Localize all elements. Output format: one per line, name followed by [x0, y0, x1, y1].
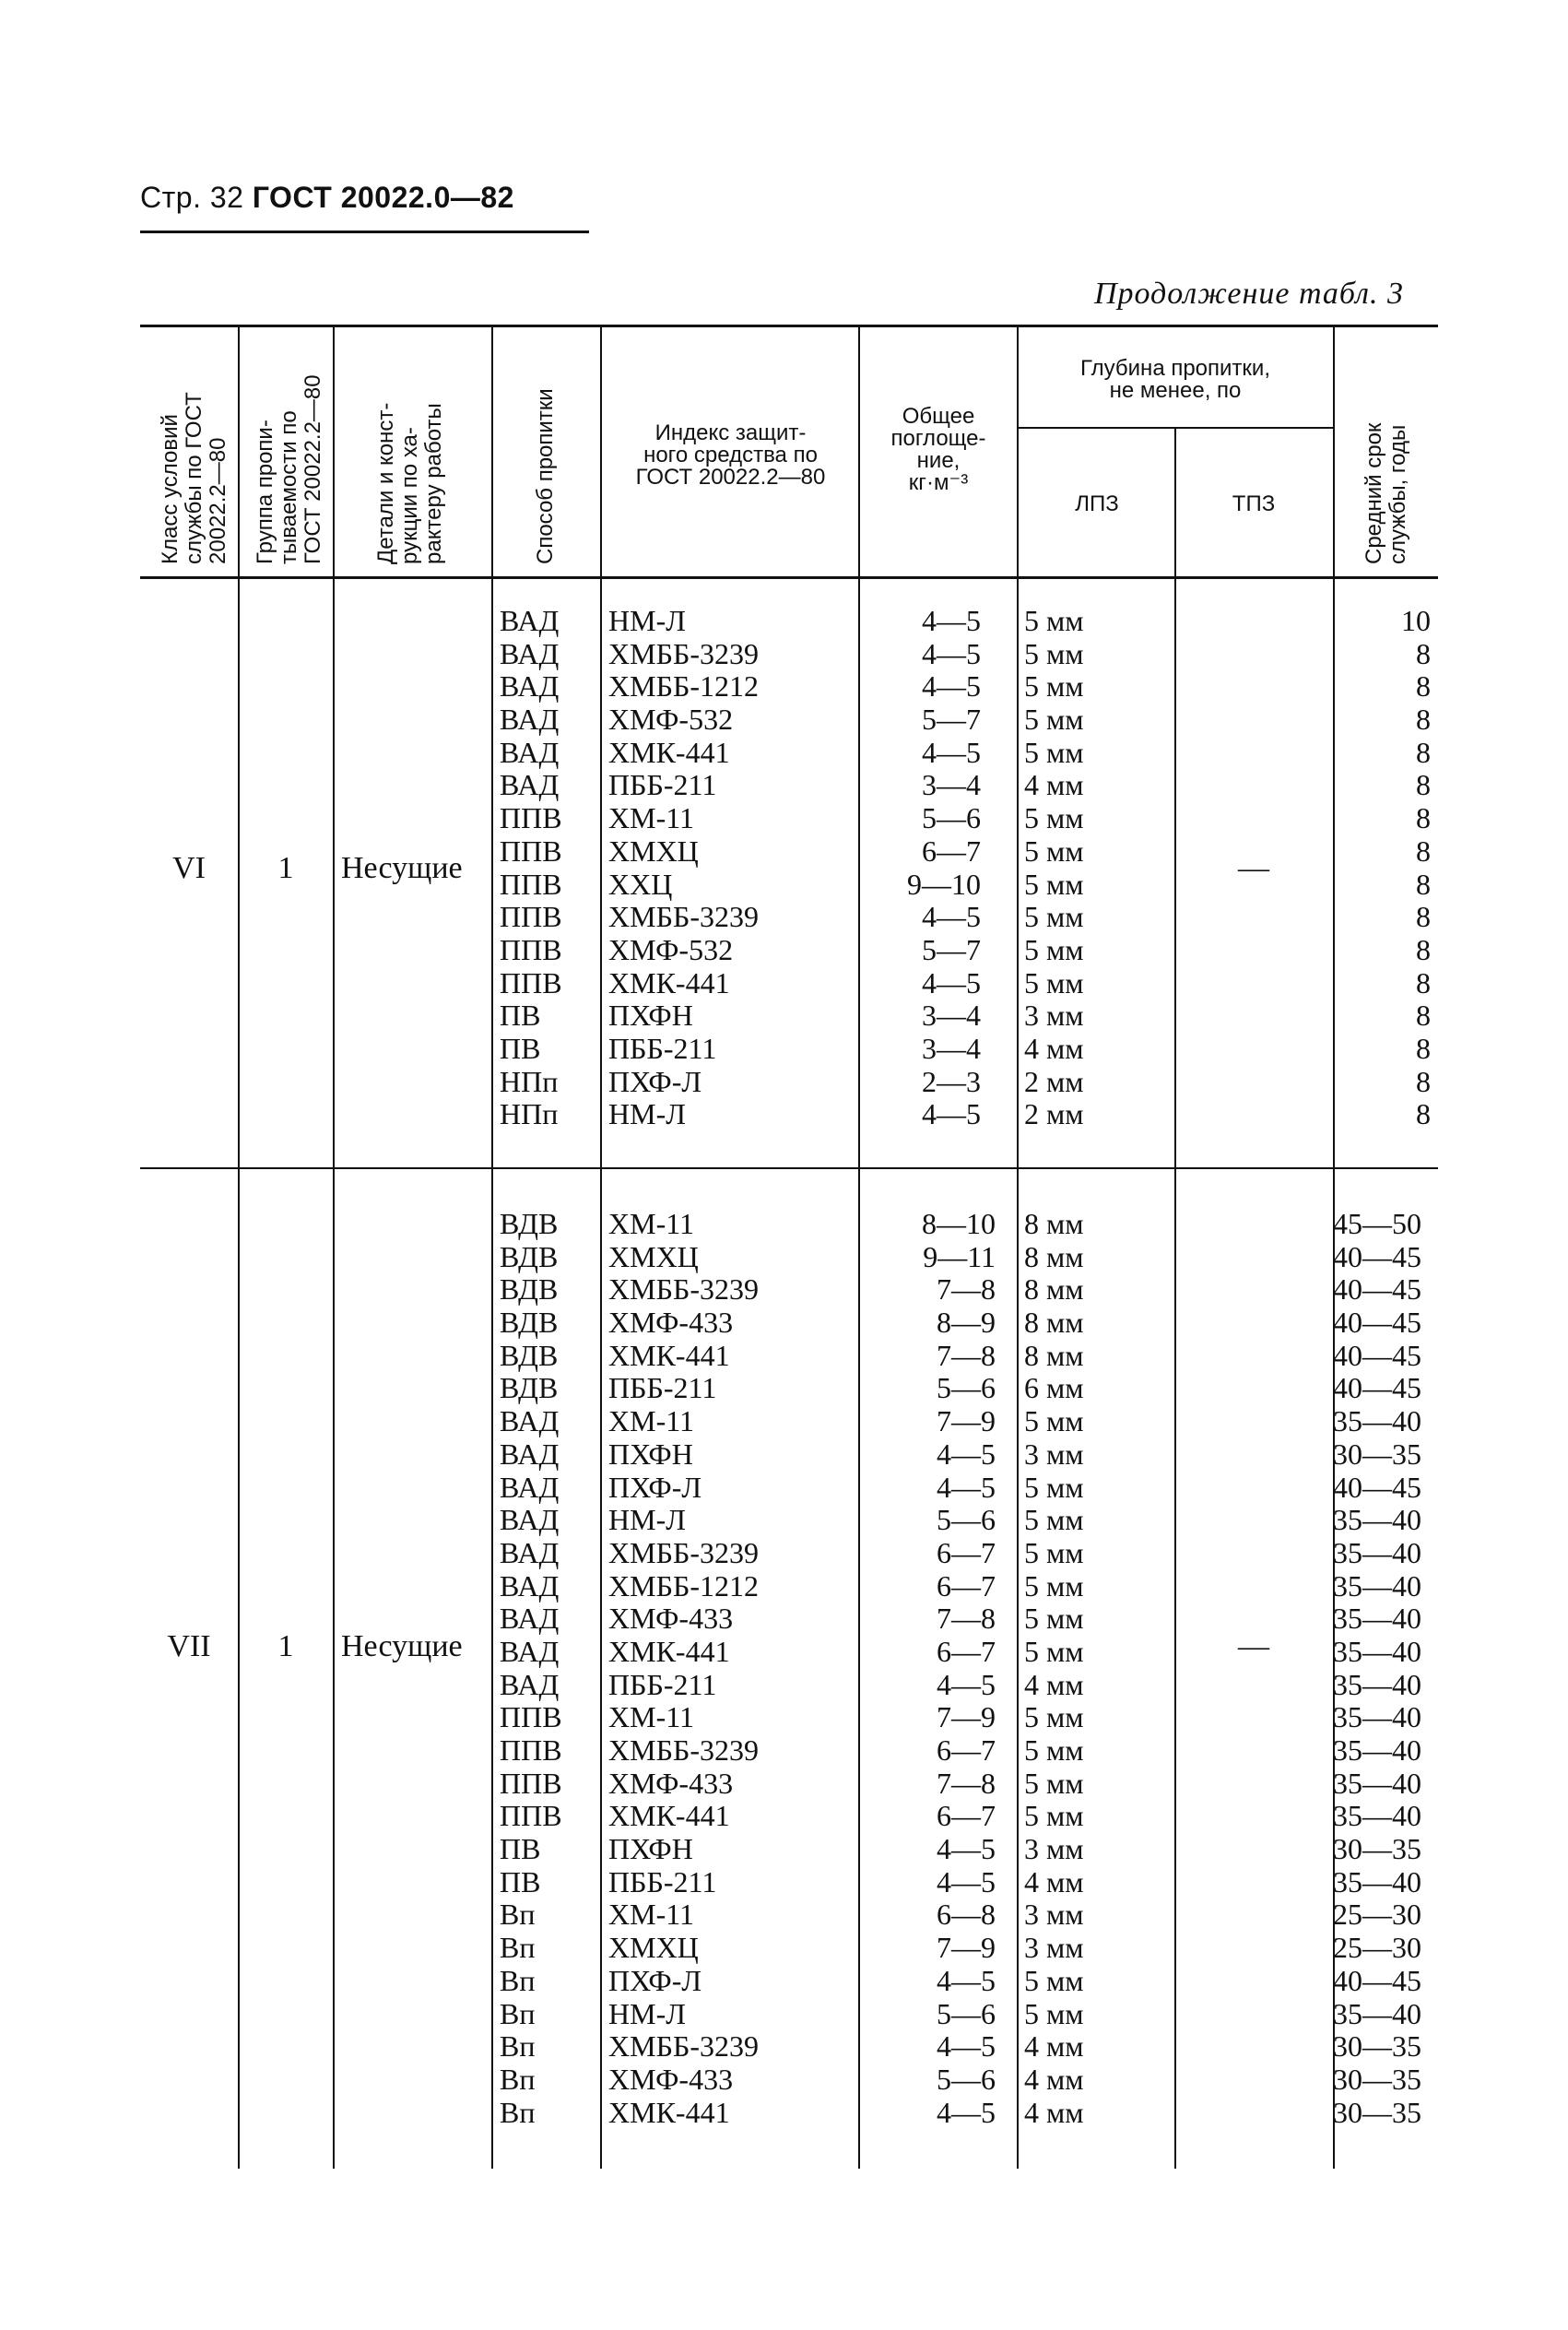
agent-cell: НМ-Л	[608, 1503, 686, 1537]
column-divider	[238, 325, 240, 2169]
method-cell: ВАД	[500, 636, 560, 670]
group-vi-lpz	[1024, 605, 1084, 1131]
agent-cell: ПББ-211	[608, 1031, 717, 1065]
absorption-cell: 4—5	[937, 1832, 996, 1866]
lpz-cell: 8 мм	[1024, 1207, 1084, 1240]
group-vi-group: 1	[277, 851, 294, 885]
method-cell: ПВ	[500, 999, 541, 1033]
life-cell: 8	[1416, 636, 1431, 670]
method-cell: ВАД	[500, 735, 560, 769]
lpz-cell: 5 мм	[1024, 900, 1084, 934]
life-cell: 30—35	[1333, 2029, 1421, 2064]
group-vi-service-life	[1338, 605, 1431, 1131]
agent-cell: ПХФ-Л	[608, 1064, 702, 1098]
agent-cell: ХМК-441	[608, 965, 730, 999]
lpz-cell: 8 мм	[1024, 1306, 1084, 1340]
absorption-cell: 7—9	[937, 1404, 996, 1438]
lpz-cell: 5 мм	[1024, 1766, 1084, 1800]
column-divider	[1174, 427, 1176, 2169]
method-cell: ВАД	[500, 669, 560, 704]
lpz-cell: 2 мм	[1024, 1097, 1084, 1131]
absorption-cell: 3—4	[922, 999, 981, 1033]
life-cell: 8	[1416, 1097, 1431, 1131]
lpz-cell: 4 мм	[1024, 2095, 1084, 2129]
life-cell: 8	[1416, 735, 1431, 769]
absorption-cell: 4—5	[937, 1437, 996, 1471]
agent-cell: ХМК-441	[608, 1338, 730, 1372]
method-cell: ВАД	[500, 1568, 560, 1603]
absorption-cell: 4—5	[937, 1963, 996, 1997]
method-cell: Вп	[500, 1931, 536, 1965]
method-cell: ВАД	[500, 1602, 560, 1636]
lpz-cell: 5 мм	[1024, 1470, 1084, 1504]
life-cell: 8	[1416, 965, 1431, 999]
life-cell: 35—40	[1333, 1404, 1421, 1438]
group-vi-class: VI	[172, 851, 206, 885]
column-divider	[858, 325, 860, 2169]
lpz-cell: 4 мм	[1024, 1031, 1084, 1065]
life-cell: 40—45	[1333, 1371, 1421, 1405]
group-vi-tpz: —	[1238, 851, 1269, 885]
group-vi-agents	[608, 605, 759, 1131]
method-cell: Вп	[500, 2062, 536, 2096]
lpz-cell: 3 мм	[1024, 1437, 1084, 1471]
absorption-cell: 7—9	[937, 1931, 996, 1965]
agent-cell: ПХФ-Л	[608, 1963, 702, 1997]
agent-cell: ХМХЦ	[608, 1239, 699, 1273]
method-cell: ПВ	[500, 1031, 541, 1065]
life-cell: 8	[1416, 867, 1431, 901]
agent-cell: ПХФ-Л	[608, 1470, 702, 1504]
absorption-cell: 6—7	[937, 1733, 996, 1767]
group-vii-service-life	[1333, 1208, 1421, 2129]
absorption-cell: 7—8	[937, 1338, 996, 1372]
method-cell: ВДВ	[500, 1306, 559, 1340]
group-vi-methods	[500, 605, 562, 1131]
absorption-cell: 4—5	[922, 604, 981, 637]
lpz-cell: 3 мм	[1024, 1898, 1084, 1932]
standard-code: ГОСТ 20022.0—82	[252, 181, 514, 214]
agent-cell: ХМХЦ	[608, 1931, 699, 1965]
method-cell: ВАД	[500, 768, 560, 802]
method-cell: ППВ	[500, 1799, 562, 1833]
lpz-cell: 5 мм	[1024, 1602, 1084, 1636]
header-impregnation-depth: Глубина пропитки, не менее, по	[1079, 356, 1270, 403]
life-cell: 35—40	[1333, 1602, 1421, 1636]
life-cell: 30—35	[1333, 1832, 1421, 1866]
method-cell: ВАД	[500, 1535, 560, 1569]
method-cell: НПп	[500, 1064, 559, 1098]
method-cell: ППВ	[500, 801, 562, 835]
agent-cell: ХМФ-433	[608, 1306, 734, 1340]
method-cell: НПп	[500, 1097, 559, 1131]
lpz-cell: 8 мм	[1024, 1239, 1084, 1273]
lpz-cell: 5 мм	[1024, 867, 1084, 901]
absorption-cell: 6—7	[937, 1799, 996, 1833]
group-vii-parts: Несущие	[341, 1629, 463, 1663]
lpz-cell: 5 мм	[1024, 1700, 1084, 1734]
absorption-cell: 6—7	[937, 1634, 996, 1668]
lpz-cell: 5 мм	[1024, 1503, 1084, 1537]
lpz-cell: 6 мм	[1024, 1371, 1084, 1405]
absorption-cell: 5—6	[937, 2062, 996, 2096]
lpz-cell: 3 мм	[1024, 1832, 1084, 1866]
absorption-cell: 9—10	[907, 867, 981, 901]
life-cell: 40—45	[1333, 1963, 1421, 1997]
life-cell: 45—50	[1333, 1207, 1421, 1240]
life-cell: 35—40	[1333, 1733, 1421, 1767]
method-cell: ППВ	[500, 1766, 562, 1800]
agent-cell: ХМББ-3239	[608, 900, 759, 934]
lpz-cell: 5 мм	[1024, 703, 1084, 737]
agent-cell: ПББ-211	[608, 1864, 717, 1898]
column-divider	[600, 325, 602, 2169]
absorption-cell: 4—5	[922, 669, 981, 704]
header-parts-structures: Детали и конст- рукции по ха- рактеру работы	[373, 402, 446, 564]
life-cell: 40—45	[1333, 1470, 1421, 1504]
life-cell: 30—35	[1333, 1437, 1421, 1471]
absorption-cell: 4—5	[937, 1470, 996, 1504]
life-cell: 35—40	[1333, 1996, 1421, 2030]
header-service-life: Средний срок службы, годы	[1362, 422, 1410, 564]
method-cell: Вп	[500, 2095, 536, 2129]
agent-cell: НМ-Л	[608, 1996, 686, 2030]
method-cell: ВАД	[500, 1437, 560, 1471]
life-cell: 8	[1416, 1064, 1431, 1098]
agent-cell: ХМ-11	[608, 1700, 695, 1734]
method-cell: ВАД	[500, 604, 560, 637]
lpz-cell: 5 мм	[1024, 604, 1084, 637]
header-bottom-rule	[140, 576, 1438, 579]
life-cell: 35—40	[1333, 1503, 1421, 1537]
lpz-cell: 5 мм	[1024, 1535, 1084, 1569]
lpz-cell: 4 мм	[1024, 1667, 1084, 1701]
header-service-class: Класс условий службы по ГОСТ 20022.2—80	[158, 392, 230, 564]
absorption-cell: 7—8	[937, 1272, 996, 1307]
lpz-cell: 8 мм	[1024, 1338, 1084, 1372]
column-divider	[1017, 325, 1019, 2169]
group-vi-absorption	[867, 605, 981, 1131]
absorption-cell: 7—8	[937, 1766, 996, 1800]
life-cell: 40—45	[1333, 1338, 1421, 1372]
table-top-rule	[140, 325, 1438, 327]
agent-cell: НМ-Л	[608, 1097, 686, 1131]
page-header	[140, 181, 514, 215]
absorption-cell: 4—5	[922, 735, 981, 769]
header-impregnability-group: Группа пропи- тываемости по ГОСТ 20022.2—80	[253, 374, 325, 564]
lpz-cell: 4 мм	[1024, 2029, 1084, 2064]
agent-cell: ХМФ-532	[608, 932, 734, 966]
absorption-cell: 9—11	[923, 1239, 996, 1273]
lpz-cell: 4 мм	[1024, 768, 1084, 802]
agent-cell: ХМК-441	[608, 1634, 730, 1668]
absorption-cell: 4—5	[937, 2029, 996, 2064]
method-cell: Вп	[500, 2029, 536, 2064]
method-cell: ППВ	[500, 1700, 562, 1734]
lpz-cell: 5 мм	[1024, 1996, 1084, 2030]
agent-cell: ПББ-211	[608, 1371, 717, 1405]
header-lpz: ЛПЗ	[1075, 491, 1119, 516]
life-cell: 35—40	[1333, 1766, 1421, 1800]
life-cell: 8	[1416, 834, 1431, 868]
method-cell: ППВ	[500, 1733, 562, 1767]
agent-cell: ПХФН	[608, 1437, 693, 1471]
group-vii-agents	[608, 1208, 759, 2129]
life-cell: 25—30	[1333, 1898, 1421, 1932]
method-cell: Вп	[500, 1898, 536, 1932]
header-total-absorption: Общее поглоще- ние, кг·м⁻³	[890, 404, 986, 495]
column-divider	[333, 325, 335, 2169]
header-agent-index: Индекс защит- ного средства по ГОСТ 20022.2—80	[635, 420, 826, 490]
absorption-cell: 4—5	[937, 1667, 996, 1701]
life-cell: 40—45	[1333, 1239, 1421, 1273]
group-separator-rule	[140, 1167, 1438, 1169]
life-cell: 35—40	[1333, 1700, 1421, 1734]
absorption-cell: 4—5	[937, 1864, 996, 1898]
lpz-cell: 4 мм	[1024, 1864, 1084, 1898]
absorption-cell: 8—10	[922, 1207, 996, 1240]
lpz-cell: 3 мм	[1024, 1931, 1084, 1965]
lpz-cell: 5 мм	[1024, 1963, 1084, 1997]
lpz-cell: 5 мм	[1024, 669, 1084, 704]
life-cell: 8	[1416, 801, 1431, 835]
life-cell: 35—40	[1333, 1864, 1421, 1898]
life-cell: 8	[1416, 703, 1431, 737]
absorption-cell: 6—7	[937, 1568, 996, 1603]
absorption-cell: 4—5	[922, 900, 981, 934]
absorption-cell: 6—7	[922, 834, 981, 868]
method-cell: ВАД	[500, 1667, 560, 1701]
life-cell: 30—35	[1333, 2095, 1421, 2129]
agent-cell: ХМББ-3239	[608, 1535, 759, 1569]
life-cell: 35—40	[1333, 1568, 1421, 1603]
agent-cell: ХМББ-3239	[608, 1733, 759, 1767]
lpz-cell: 5 мм	[1024, 1404, 1084, 1438]
method-cell: ВДВ	[500, 1239, 559, 1273]
agent-cell: ХМ-11	[608, 1404, 695, 1438]
life-cell: 10	[1401, 604, 1431, 637]
method-cell: ВАД	[500, 1470, 560, 1504]
method-cell: ВАД	[500, 1404, 560, 1438]
method-cell: ППВ	[500, 900, 562, 934]
life-cell: 35—40	[1333, 1634, 1421, 1668]
lpz-cell: 8 мм	[1024, 1272, 1084, 1307]
lpz-cell: 5 мм	[1024, 1799, 1084, 1833]
absorption-cell: 3—4	[922, 1031, 981, 1065]
group-vii-group: 1	[277, 1629, 294, 1663]
life-cell: 8	[1416, 768, 1431, 802]
life-cell: 40—45	[1333, 1306, 1421, 1340]
agent-cell: ХМХЦ	[608, 834, 699, 868]
method-cell: Вп	[500, 1996, 536, 2030]
agent-cell: ХМББ-3239	[608, 1272, 759, 1307]
life-cell: 35—40	[1333, 1535, 1421, 1569]
group-vii-tpz: —	[1238, 1629, 1269, 1663]
life-cell: 25—30	[1333, 1931, 1421, 1965]
life-cell: 35—40	[1333, 1799, 1421, 1833]
group-vii-methods	[500, 1208, 562, 2129]
absorption-cell: 6—7	[937, 1535, 996, 1569]
agent-cell: ПББ-211	[608, 1667, 717, 1701]
method-cell: ППВ	[500, 965, 562, 999]
method-cell: ВДВ	[500, 1207, 559, 1240]
agent-cell: ХМФ-433	[608, 2062, 734, 2096]
agent-cell: ХМФ-433	[608, 1602, 734, 1636]
header-rule	[140, 231, 589, 233]
life-cell: 40—45	[1333, 1272, 1421, 1307]
absorption-cell: 4—5	[922, 965, 981, 999]
agent-cell: ХМББ-3239	[608, 636, 759, 670]
life-cell: 8	[1416, 999, 1431, 1033]
absorption-cell: 3—4	[922, 768, 981, 802]
agent-cell: ХМК-441	[608, 2095, 730, 2129]
method-cell: ППВ	[500, 932, 562, 966]
group-vii-class: VII	[167, 1629, 211, 1663]
agent-cell: ПББ-211	[608, 768, 717, 802]
header-tpz: ТПЗ	[1232, 491, 1276, 516]
method-cell: Вп	[500, 1963, 536, 1997]
absorption-cell: 6—8	[937, 1898, 996, 1932]
method-cell: ВДВ	[500, 1272, 559, 1307]
agent-cell: ХМ-11	[608, 1898, 695, 1932]
absorption-cell: 2—3	[922, 1064, 981, 1098]
agent-cell: ХМК-441	[608, 1799, 730, 1833]
group-vii-lpz	[1024, 1208, 1084, 2129]
absorption-cell: 7—8	[937, 1602, 996, 1636]
life-cell: 8	[1416, 669, 1431, 704]
lpz-cell: 2 мм	[1024, 1064, 1084, 1098]
lpz-cell: 5 мм	[1024, 965, 1084, 999]
method-cell: ППВ	[500, 867, 562, 901]
absorption-cell: 7—9	[937, 1700, 996, 1734]
agent-cell: ХМ-11	[608, 1207, 695, 1240]
lpz-cell: 5 мм	[1024, 834, 1084, 868]
lpz-cell: 5 мм	[1024, 1733, 1084, 1767]
agent-cell: ХМББ-3239	[608, 2029, 759, 2064]
agent-cell: ХХЦ	[608, 867, 673, 901]
life-cell: 30—35	[1333, 2062, 1421, 2096]
method-cell: ППВ	[500, 834, 562, 868]
header-impregnation-method: Способ пропитки	[533, 388, 558, 564]
lpz-cell: 5 мм	[1024, 801, 1084, 835]
method-cell: ПВ	[500, 1832, 541, 1866]
life-cell: 8	[1416, 1031, 1431, 1065]
column-divider	[491, 325, 493, 2169]
agent-cell: ХМФ-532	[608, 703, 734, 737]
lpz-cell: 5 мм	[1024, 735, 1084, 769]
life-cell: 35—40	[1333, 1667, 1421, 1701]
absorption-cell: 5—6	[937, 1503, 996, 1537]
agent-cell: ХМББ-1212	[608, 1568, 759, 1603]
method-cell: ВДВ	[500, 1371, 559, 1405]
method-cell: ВАД	[500, 703, 560, 737]
life-cell: 8	[1416, 932, 1431, 966]
absorption-cell: 4—5	[937, 2095, 996, 2129]
lpz-cell: 5 мм	[1024, 636, 1084, 670]
absorption-cell: 4—5	[922, 636, 981, 670]
method-cell: ВДВ	[500, 1338, 559, 1372]
method-cell: ВАД	[500, 1634, 560, 1668]
absorption-cell: 8—9	[937, 1306, 996, 1340]
page-number: Стр. 32	[140, 181, 244, 214]
agent-cell: ХМББ-1212	[608, 669, 759, 704]
absorption-cell: 5—6	[937, 1996, 996, 2030]
method-cell: ПВ	[500, 1864, 541, 1898]
method-cell: ВАД	[500, 1503, 560, 1537]
agent-cell: ПХФН	[608, 999, 693, 1033]
life-cell: 8	[1416, 900, 1431, 934]
lpz-cell: 3 мм	[1024, 999, 1084, 1033]
group-vii-absorption	[867, 1208, 996, 2129]
lpz-cell: 5 мм	[1024, 932, 1084, 966]
absorption-cell: 5—6	[937, 1371, 996, 1405]
absorption-cell: 5—7	[922, 703, 981, 737]
agent-cell: НМ-Л	[608, 604, 686, 637]
absorption-cell: 4—5	[922, 1097, 981, 1131]
absorption-cell: 5—7	[922, 932, 981, 966]
lpz-cell: 5 мм	[1024, 1568, 1084, 1603]
table-continuation-label: Продолжение табл. 3	[1093, 277, 1404, 311]
lpz-cell: 5 мм	[1024, 1634, 1084, 1668]
absorption-cell: 5—6	[922, 801, 981, 835]
agent-cell: ХМФ-433	[608, 1766, 734, 1800]
group-vi-parts: Несущие	[341, 851, 463, 885]
lpz-cell: 4 мм	[1024, 2062, 1084, 2096]
agent-cell: ПХФН	[608, 1832, 693, 1866]
agent-cell: ХМ-11	[608, 801, 695, 835]
agent-cell: ХМК-441	[608, 735, 730, 769]
